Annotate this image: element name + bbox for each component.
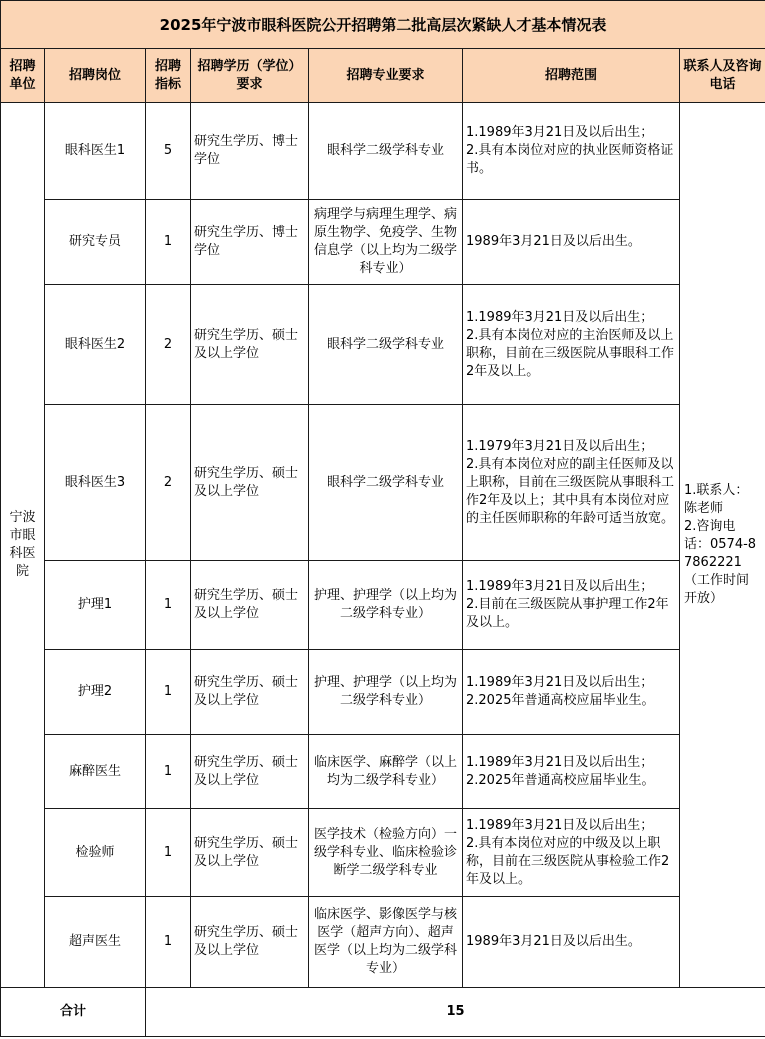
scope-line: 2.具有本岗位对应的中级及以上职称，目前在三级医院从事检验工作2年及以上。 (466, 835, 670, 887)
education-cell: 研究生学历、硕士及以上学位 (191, 405, 309, 561)
education-cell: 研究生学历、硕士及以上学位 (191, 735, 309, 809)
quota-cell: 1 (146, 809, 191, 897)
scope-line: 1.1989年3月21日及以后出生； (466, 125, 654, 140)
scope-line: 2.具有本岗位对应的主治医师及以上职称，目前在三级医院从事眼科工作2年及以上。 (466, 327, 675, 379)
contact-line2: 2.咨询电话：0574-87862221（工作时间开放） (684, 519, 757, 606)
table-row (1, 285, 765, 405)
total-value: 15 (146, 988, 765, 1037)
total-label: 合计 (1, 988, 146, 1037)
major-cell: 眼科学二级学科专业 (309, 285, 463, 405)
education-cell: 研究生学历、硕士及以上学位 (191, 650, 309, 735)
header-education: 招聘学历（学位）要求 (191, 49, 309, 103)
quota-cell: 2 (146, 285, 191, 405)
quota-cell: 2 (146, 405, 191, 561)
scope-cell (463, 897, 680, 988)
scope-line: 1989年3月21日及以后出生。 (466, 234, 641, 249)
position-cell: 护理1 (45, 561, 146, 650)
scope-line: 2.具有本岗位对应的执业医师资格证书。 (466, 143, 674, 176)
major-cell: 眼科学二级学科专业 (309, 405, 463, 561)
education-cell: 研究生学历、硕士及以上学位 (191, 897, 309, 988)
scope-line: 2.目前在三级医院从事护理工作2年及以上。 (466, 597, 669, 630)
major-cell: 护理、护理学（以上均为二级学科专业） (309, 561, 463, 650)
scope-cell (463, 200, 680, 285)
major-cell: 眼科学二级学科专业 (309, 103, 463, 200)
quota-cell: 1 (146, 735, 191, 809)
quota-cell: 1 (146, 650, 191, 735)
position-cell: 超声医生 (45, 897, 146, 988)
scope-cell (463, 103, 680, 200)
education-cell: 研究生学历、硕士及以上学位 (191, 809, 309, 897)
major-cell: 医学技术（检验方向）一级学科专业、临床检验诊断学二级学科专业 (309, 809, 463, 897)
education-cell: 研究生学历、硕士及以上学位 (191, 285, 309, 405)
header-contact: 联系人及咨询电话 (680, 49, 765, 103)
contact-line1: 1.联系人：陈老师 (684, 483, 749, 516)
unit-name: 宁波市眼科医院 (1, 103, 45, 988)
scope-line: 1.1979年3月21日及以后出生； (466, 438, 654, 454)
position-cell: 护理2 (45, 650, 146, 735)
scope-line: 1.1989年3月21日及以后出生； (466, 579, 654, 594)
title-row (1, 1, 765, 49)
position-cell: 眼科医生3 (45, 405, 146, 561)
header-position: 招聘岗位 (45, 49, 146, 103)
position-cell: 眼科医生2 (45, 285, 146, 405)
contact-cell (680, 103, 765, 988)
header-quota: 招聘指标 (146, 49, 191, 103)
header-scope: 招聘范围 (463, 49, 680, 103)
table-row (1, 735, 765, 809)
scope-line: 2.2025年普通高校应届毕业生。 (466, 772, 655, 788)
table-row (1, 897, 765, 988)
scope-cell (463, 405, 680, 561)
scope-line: 1.1989年3月21日及以后出生； (466, 817, 654, 833)
header-unit: 招聘单位 (1, 49, 45, 103)
table-row (1, 561, 765, 650)
position-cell: 麻醉医生 (45, 735, 146, 809)
scope-line: 2.2025年普通高校应届毕业生。 (466, 693, 655, 708)
table-row (1, 809, 765, 897)
table-row (1, 650, 765, 735)
education-cell: 研究生学历、博士学位 (191, 103, 309, 200)
scope-line: 1989年3月21日及以后出生。 (466, 934, 641, 949)
scope-line: 1.1989年3月21日及以后出生； (466, 309, 654, 325)
scope-cell (463, 561, 680, 650)
scope-cell (463, 285, 680, 405)
scope-cell (463, 735, 680, 809)
quota-cell: 1 (146, 897, 191, 988)
header-major: 招聘专业要求 (309, 49, 463, 103)
scope-cell (463, 650, 680, 735)
position-cell: 眼科医生1 (45, 103, 146, 200)
table-row (1, 405, 765, 561)
major-cell: 临床医学、影像医学与核医学（超声方向）、超声医学（以上均为二级学科专业） (309, 897, 463, 988)
education-cell: 研究生学历、博士学位 (191, 200, 309, 285)
quota-cell: 1 (146, 561, 191, 650)
table-title: 2025年宁波市眼科医院公开招聘第二批高层次紧缺人才基本情况表 (1, 1, 765, 49)
major-cell: 病理学与病理生理学、病原生物学、免疫学、生物信息学（以上均为二级学科专业） (309, 200, 463, 285)
major-cell: 临床医学、麻醉学（以上均为二级学科专业） (309, 735, 463, 809)
header-row (1, 49, 765, 103)
scope-line: 2.具有本岗位对应的副主任医师及以上职称，目前在三级医院从事眼科工作2年及以上；其中具有本岗位对应的主任医师职称的年龄可适当放宽。 (466, 456, 675, 526)
position-cell: 检验师 (45, 809, 146, 897)
total-row (1, 988, 765, 1037)
position-cell: 研究专员 (45, 200, 146, 285)
table-row (1, 103, 765, 200)
major-cell: 护理、护理学（以上均为二级学科专业） (309, 650, 463, 735)
education-cell: 研究生学历、硕士及以上学位 (191, 561, 309, 650)
table-row (1, 200, 765, 285)
scope-cell (463, 809, 680, 897)
scope-line: 1.1989年3月21日及以后出生； (466, 675, 654, 690)
quota-cell: 1 (146, 200, 191, 285)
scope-line: 1.1989年3月21日及以后出生； (466, 754, 654, 770)
quota-cell: 5 (146, 103, 191, 200)
